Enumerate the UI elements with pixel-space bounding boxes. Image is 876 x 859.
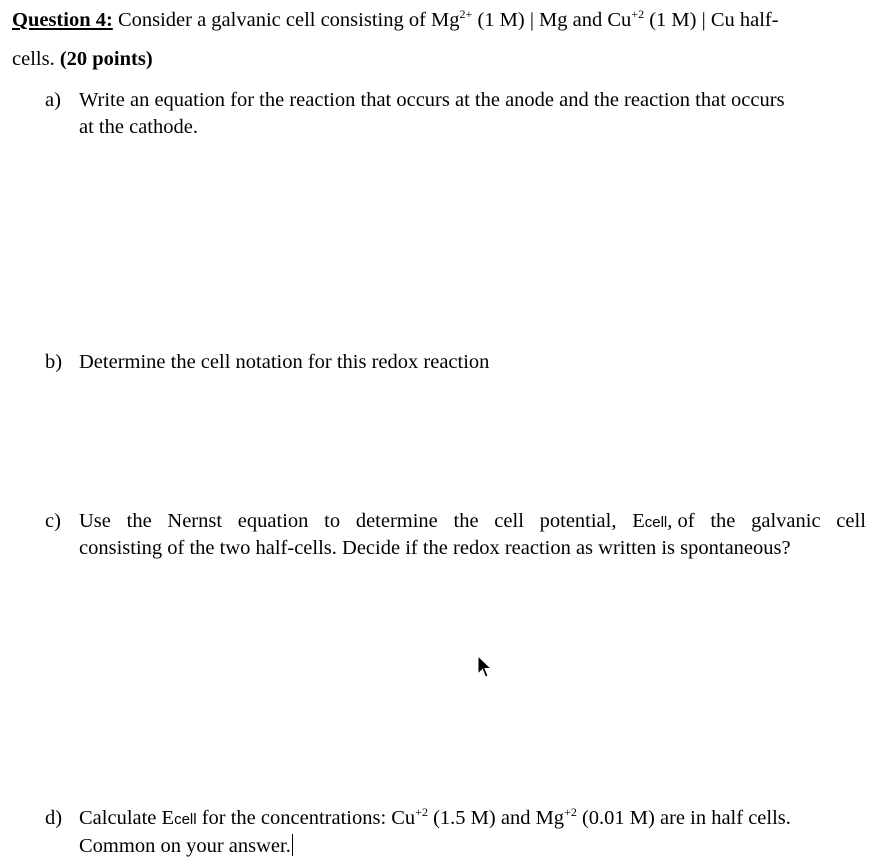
question-label: Question 4: bbox=[12, 9, 113, 31]
mg-charge: 2+ bbox=[459, 7, 473, 21]
word: cell bbox=[494, 510, 524, 532]
ecell-symbol-d bbox=[162, 807, 197, 829]
word: to bbox=[324, 510, 341, 532]
ecell-main: E bbox=[632, 510, 645, 532]
calc-text-a: Calculate bbox=[79, 807, 162, 829]
calc-text-b: for the concentrations: Cu bbox=[196, 807, 416, 829]
word: galvanic bbox=[751, 510, 821, 532]
word: , of bbox=[667, 510, 695, 532]
word: the bbox=[710, 510, 736, 532]
mouse-pointer-icon bbox=[477, 655, 493, 679]
word: Use bbox=[79, 510, 111, 532]
mg-charge-d: +2 bbox=[564, 805, 577, 819]
word: the bbox=[453, 510, 479, 532]
intro-text-b: (1 M) | Mg and Cu bbox=[472, 9, 632, 31]
part-c-line1 bbox=[79, 510, 866, 533]
part-c-marker: c) bbox=[45, 510, 61, 532]
intro-text-c: (1 M) | Cu half- bbox=[644, 9, 779, 31]
text-caret bbox=[292, 834, 293, 856]
part-b-marker: b) bbox=[45, 351, 63, 373]
question-header-line2 bbox=[12, 49, 153, 70]
points-label: (20 points) bbox=[59, 48, 153, 70]
word: cell bbox=[836, 510, 866, 532]
ecell-main: E bbox=[161, 807, 175, 829]
word: equation bbox=[237, 510, 309, 532]
part-c-line2: consisting of the two half-cells. Decide if the redox reaction as written is spontaneous? bbox=[79, 537, 791, 559]
part-d-marker: d) bbox=[45, 807, 63, 829]
part-d-line1 bbox=[79, 807, 791, 830]
cu-charge-d: +2 bbox=[415, 805, 428, 819]
intro-text-cells: cells. bbox=[12, 48, 60, 70]
ecell-sub: cell bbox=[644, 514, 668, 531]
cu-charge: +2 bbox=[631, 7, 645, 21]
word: the bbox=[126, 510, 152, 532]
part-a-line2: at the cathode. bbox=[79, 116, 198, 138]
calc-text-d: (0.01 M) are in half cells. bbox=[576, 807, 791, 829]
answer-text: Common on your answer. bbox=[79, 835, 291, 857]
ecell-symbol bbox=[632, 510, 694, 533]
calc-text-c: (1.5 M) and Mg bbox=[427, 807, 565, 829]
word: potential, bbox=[539, 510, 617, 532]
intro-text-a: Consider a galvanic cell consisting of Mg bbox=[112, 9, 460, 31]
word: determine bbox=[355, 510, 438, 532]
ecell-sub: cell bbox=[174, 811, 197, 828]
part-d-line2[interactable] bbox=[79, 834, 293, 858]
part-a-marker: a) bbox=[45, 89, 61, 111]
word: Nernst bbox=[167, 510, 223, 532]
part-a-line1: Write an equation for the reaction that occurs at the anode and the reaction that occurs bbox=[79, 89, 785, 111]
question-header-line1 bbox=[12, 7, 779, 31]
part-b-line1: Determine the cell notation for this redox reaction bbox=[79, 351, 490, 373]
